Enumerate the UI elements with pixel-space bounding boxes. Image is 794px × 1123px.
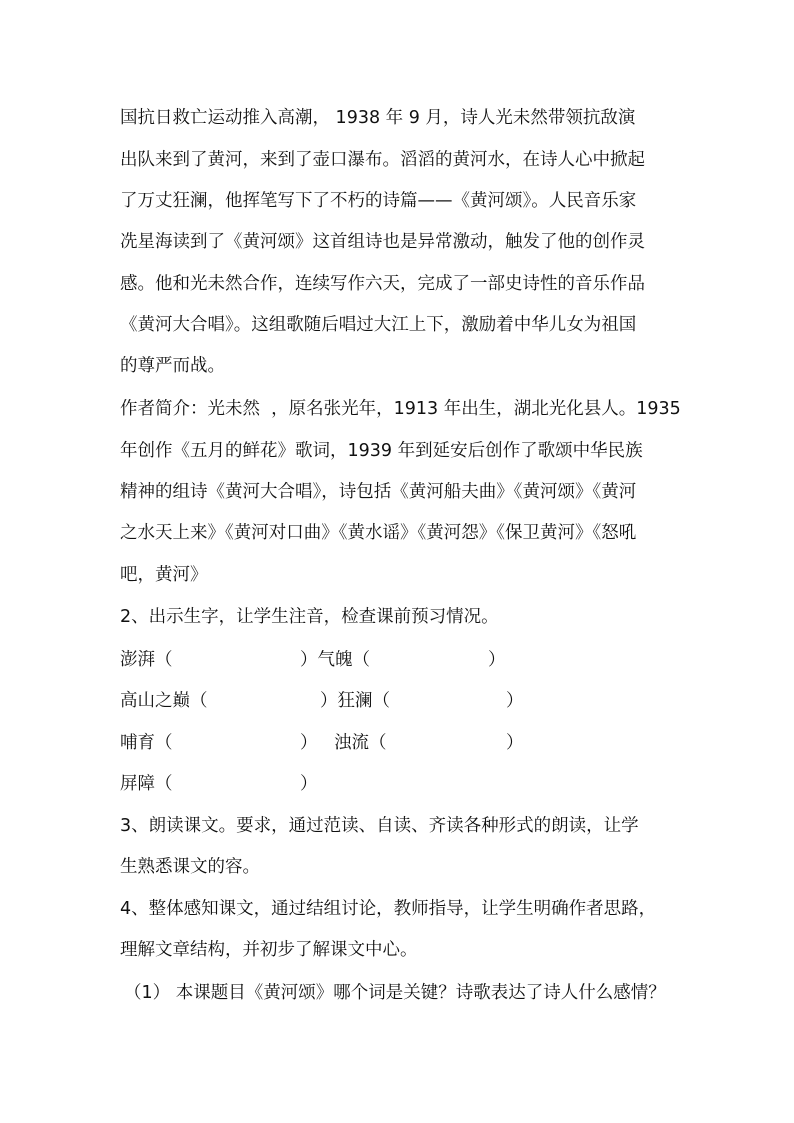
step-2-heading: 2、出示生字，让学生注音，检查课前预习情况。	[120, 607, 499, 627]
paragraph-line: 的尊严而战。	[120, 356, 225, 376]
vocab-word: ）狂澜（	[320, 691, 390, 711]
step-3-line: 生熟悉课文的容。	[120, 857, 260, 877]
author-intro-line: 之水天上来》《黄河对口曲》《黄水谣》《黄河怨》《保卫黄河》《怒吼	[120, 523, 637, 543]
vocab-word: 屏障（	[120, 774, 173, 794]
paragraph-line: 了万丈狂澜，他挥笔写下了不朽的诗篇——《黄河颂》。人民音乐家	[120, 191, 637, 211]
vocab-word: 澎湃（	[120, 650, 173, 670]
step-4-line: 4、整体感知课文，通过结组讨论，教师指导，让学生明确作者思路，	[120, 899, 657, 919]
vocab-word: ）气魄（	[300, 650, 370, 670]
question-1: （1） 本课题目《黄河颂》哪个词是关键？诗歌表达了诗人什么感情？	[124, 983, 666, 1003]
author-intro-line: 年创作《五月的鲜花》歌词，1939 年到延安后创作了歌颂中华民族	[120, 441, 643, 461]
paragraph-line: 《黄河大合唱》。这组歌随后唱过大江上下，激励着中华儿女为祖国	[120, 315, 637, 335]
paragraph-line: 感。他和光未然合作，连续写作六天，完成了一部史诗性的音乐作品	[120, 274, 645, 294]
vocab-blank-close: ）	[488, 650, 506, 670]
vocab-blank-close: ）	[506, 691, 524, 711]
vocab-blank-close: ）	[506, 733, 524, 753]
author-intro-line: 作者简介：光未然 ，原名张光年，1913 年出生，湖北光化县人。1935	[120, 399, 681, 419]
vocab-word: 浊流（	[334, 733, 387, 753]
vocab-blank-close: ）	[300, 774, 318, 794]
author-intro-line: 精神的组诗《黄河大合唱》，诗包括《黄河船夫曲》《黄河颂》《黄河	[120, 482, 637, 502]
vocab-word: 高山之巅（	[120, 691, 208, 711]
vocab-word: 哺育（	[120, 733, 173, 753]
paragraph-line: 出队来到了黄河，来到了壶口瀑布。滔滔的黄河水，在诗人心中掀起	[120, 150, 645, 170]
paragraph-line: 国抗日救亡运动推入高潮， 1938 年 9 月，诗人光未然带领抗敌演	[120, 108, 636, 128]
step-3-line: 3、朗读课文。要求，通过范读、自读、齐读各种形式的朗读，让学	[120, 816, 639, 836]
author-intro-line: 吧，黄河》	[120, 565, 208, 585]
vocab-blank-close: ）	[300, 733, 318, 753]
step-4-line: 理解文章结构，并初步了解课文中心。	[120, 940, 418, 960]
paragraph-line: 冼星海读到了《黄河颂》这首组诗也是异常激动，触发了他的创作灵	[120, 232, 645, 252]
